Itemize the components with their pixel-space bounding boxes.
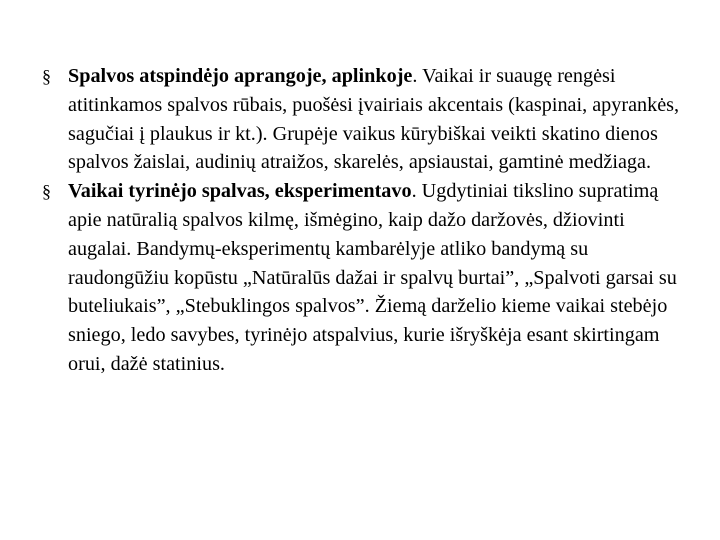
bullet-body-text: . Ugdytiniai tikslino supratimą apie natūralią spalvos kilmę, išmėgino, kaip dažo daržovės, džiovinti augalai. Bandymų-eksperimentų kambarėlyje atliko bandymą su raudongūžiu kopūstu „Natūralūs dažai ir spalvų burtai”, „Spalvoti garsai su buteliukais”, „Stebuklingos spalvos”. Žiemą darželio kieme vaikai stebėjo sniego, ledo savybes, tyrinėjo atspalvius, kurie išryškėja esant skirtingam orui, dažė statinius. xyxy=(68,180,677,375)
bullet-marker: § xyxy=(42,181,51,202)
list-item xyxy=(42,177,682,379)
bullet-lead-text: Spalvos atspindėjo aprangoje, aplinkoje xyxy=(68,65,413,87)
bullet-marker: § xyxy=(42,66,51,86)
bullet-body-text: . Vaikai ir suaugę rengėsi atitinkamos spalvos rūbais, puošėsi įvairiais akcentais (kaspinai, apyrankės, sagučiai į plaukus ir kt.). Grupėje vaikus kūrybiškai veikti skatino dienos spalvos žaislai, audinių atraižos, skarelės, apsiaustai, gamtinė medžiaga. xyxy=(68,65,680,174)
bullet-list xyxy=(42,62,682,379)
bullet-lead-text: Vaikai tyrinėjo spalvas, eksperimentavo xyxy=(68,180,412,203)
list-item xyxy=(42,62,682,177)
